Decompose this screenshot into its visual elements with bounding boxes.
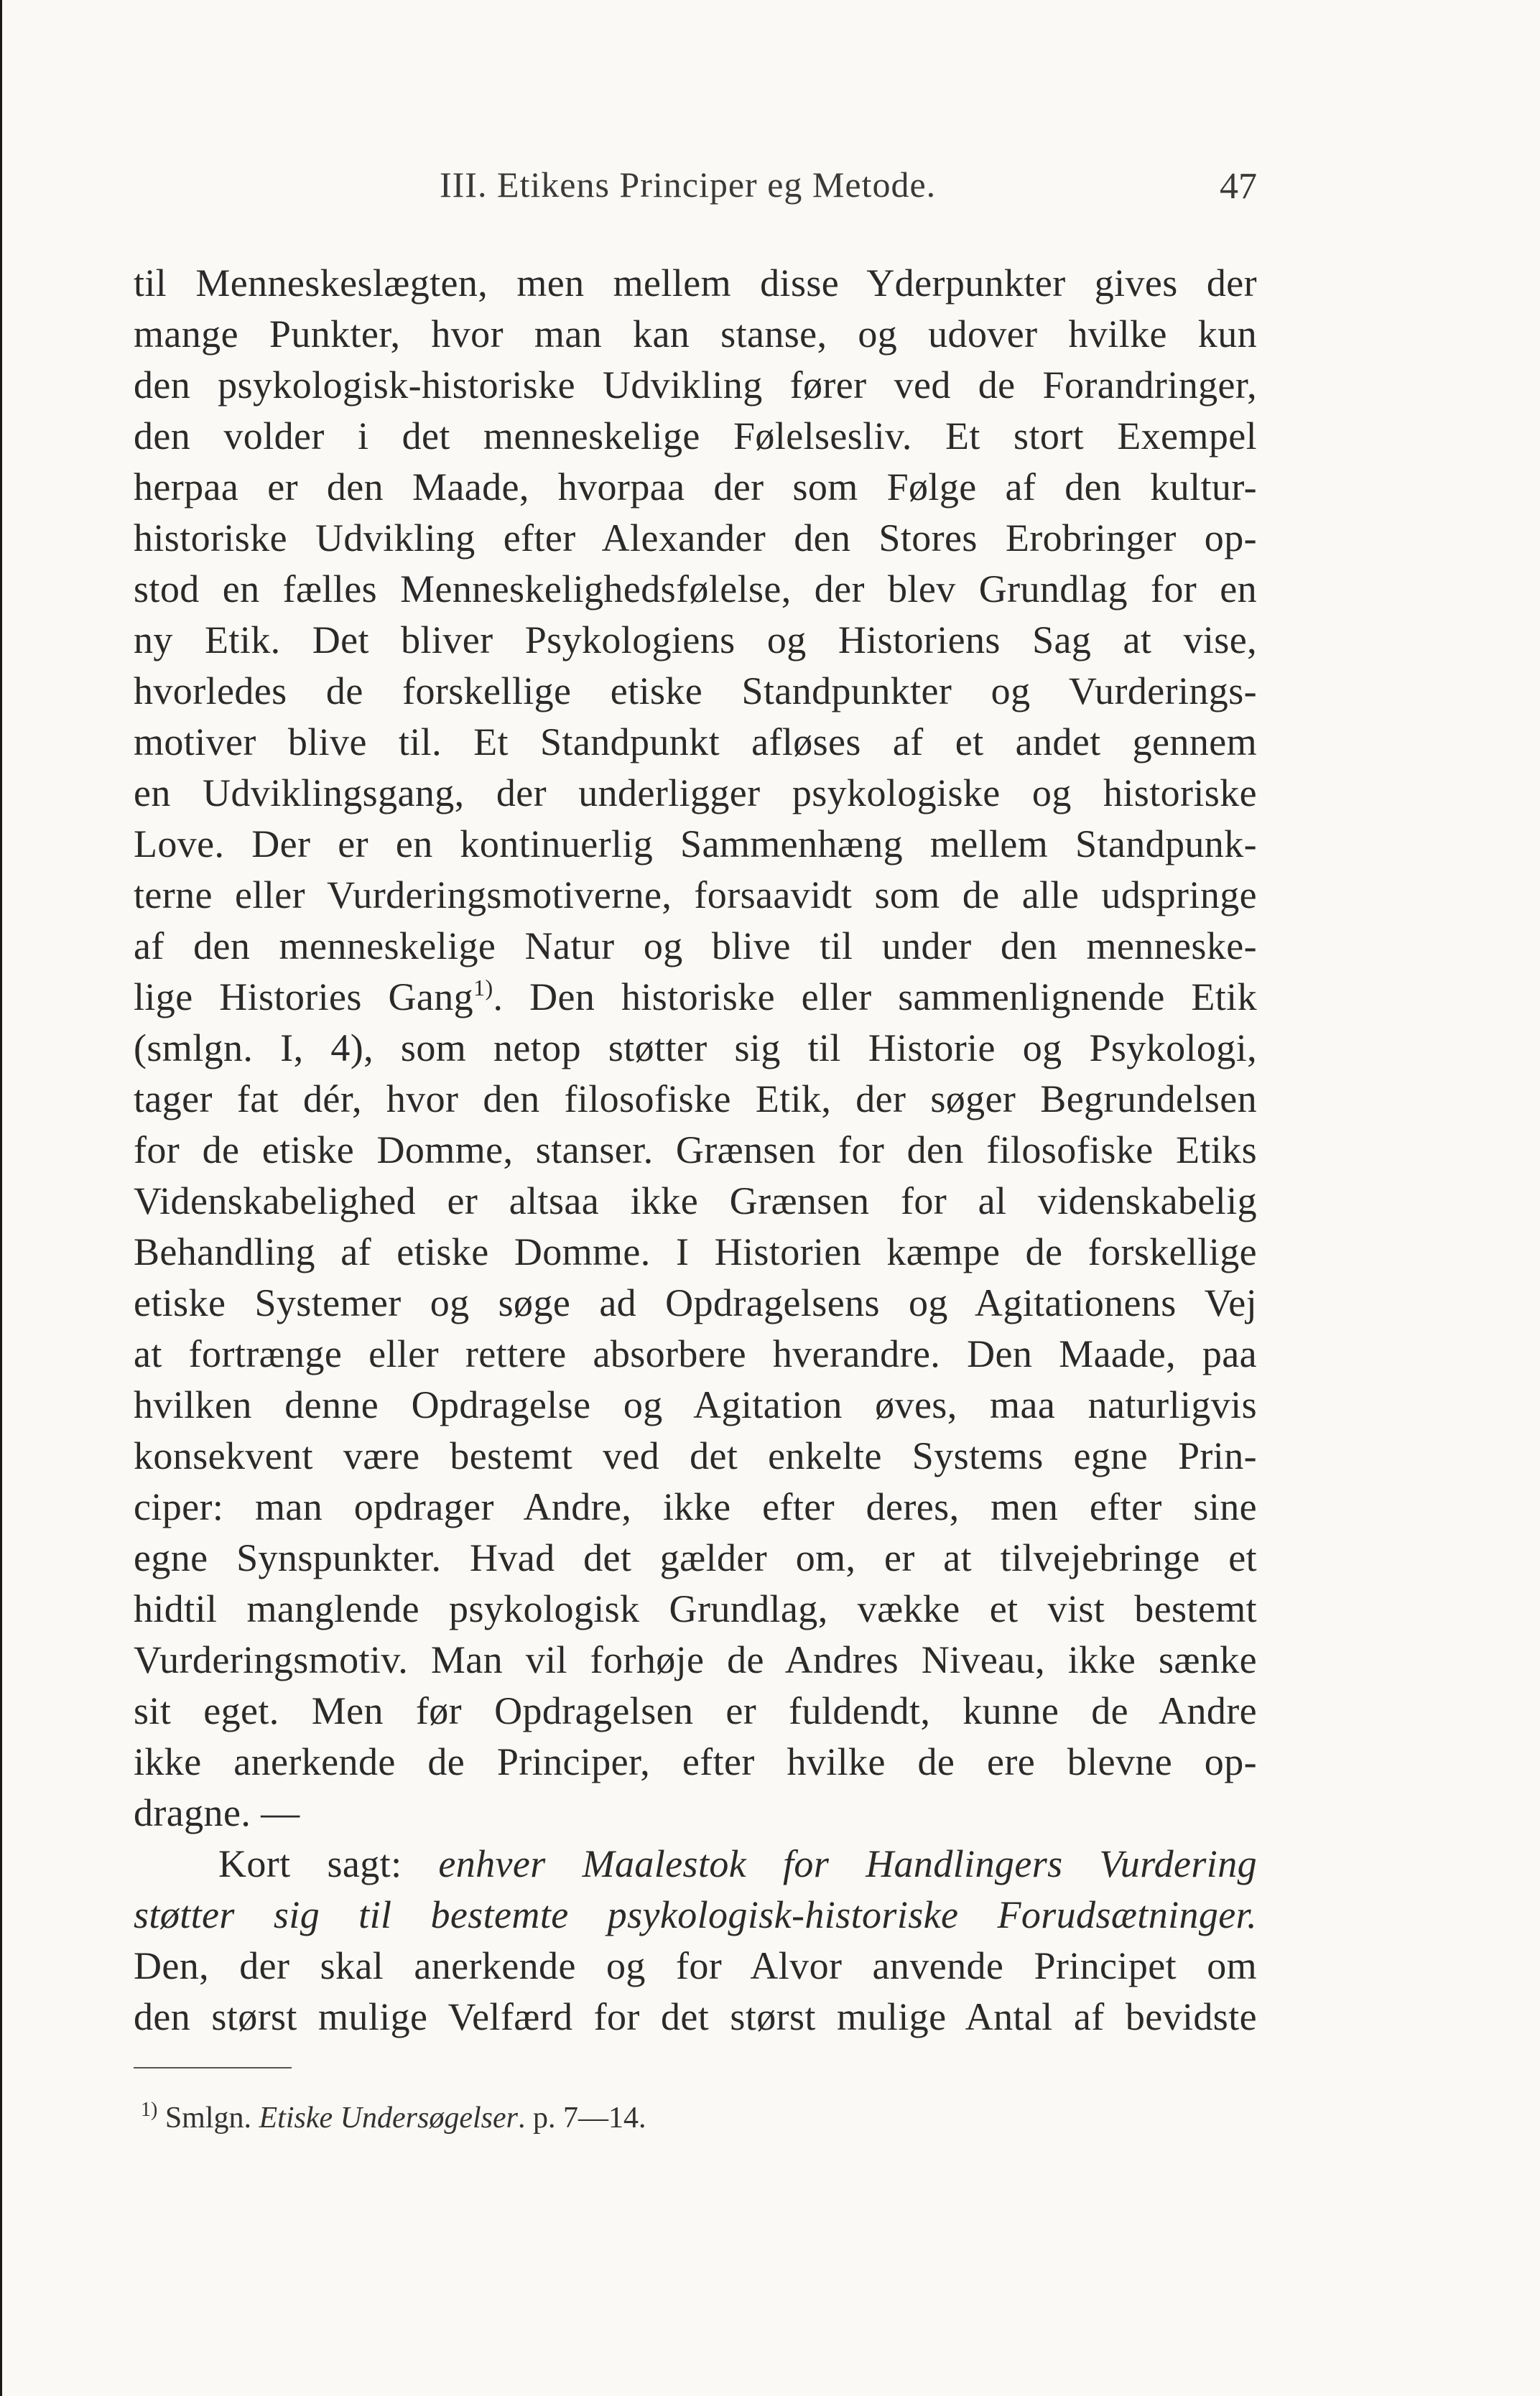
text-line: tager fat dér, hvor den filosofiske Etik, der søger Begrundelsen xyxy=(134,1077,1257,1120)
text-line: at fortrænge eller rettere absorbere hverandre. Den Maade, paa xyxy=(134,1332,1257,1375)
text-line: Behandling af etiske Domme. I Historien kæmpe de forskellige xyxy=(134,1230,1257,1273)
text-segment: Kort sagt: xyxy=(218,1842,439,1885)
text-line: den størst mulige Velfærd for det størst mulige Antal af bevidste xyxy=(134,1995,1257,2038)
text-line-emphasis xyxy=(134,1839,1257,1890)
text-line: den volder i det menneskelige Følelsesliv. Et stort Exempel xyxy=(134,414,1257,458)
text-line: ny Etik. Det bliver Psykologiens og Historiens Sag at vise, xyxy=(134,618,1257,661)
text-line: konsekvent være bestemt ved det enkelte Systems egne Prin- xyxy=(134,1434,1257,1477)
text-line: Videnskabelighed er altsaa ikke Grænsen for al videnskabelig xyxy=(134,1179,1257,1222)
text-line: terne eller Vurderingsmotiverne, forsaavidt som de alle udspringe xyxy=(134,873,1257,916)
text-segment: . Den historiske eller sammenlignende Etik xyxy=(493,975,1257,1018)
text-line-emphasis xyxy=(134,1890,1257,1941)
italic-segment: støtter sig til bestemte psykologisk-historiske Forudsætninger. xyxy=(134,1893,1257,1936)
footnote-lead: Smlgn. xyxy=(157,2102,259,2135)
page-number: 47 xyxy=(1220,166,1257,207)
text-line: mange Punkter, hvor man kan stanse, og udover hvilke kun xyxy=(134,312,1257,356)
text-line: egne Synspunkter. Hvad det gælder om, er at tilvejebringe et xyxy=(134,1536,1257,1579)
text-line: Den, der skal anerkende og for Alvor anvende Principet om xyxy=(134,1944,1257,1987)
footnote-title: Etiske Undersøgelser xyxy=(259,2102,518,2135)
text-line: herpaa er den Maade, hvorpaa der som Følge af den kultur- xyxy=(134,465,1257,509)
text-line: af den menneskelige Natur og blive til under den menneske- xyxy=(134,924,1257,967)
page-header xyxy=(440,164,1257,214)
footnote xyxy=(141,2101,646,2135)
running-title: III. Etikens Principer eg Metode. xyxy=(440,164,937,205)
text-line: hidtil manglende psykologisk Grundlag, vække et vist bestemt xyxy=(134,1587,1257,1630)
text-line: den psykologisk-historiske Udvikling fører ved de Forandringer, xyxy=(134,363,1257,407)
text-line-with-footnote-ref xyxy=(134,972,1257,1023)
text-line: dragne. — xyxy=(134,1791,300,1834)
text-line: en Udviklingsgang, der underligger psykologiske og historiske xyxy=(134,771,1257,814)
text-line: motiver blive til. Et Standpunkt afløses af et andet gennem xyxy=(134,720,1257,763)
text-line: til Menneskeslægten, men mellem disse Yderpunkter gives der xyxy=(134,261,1257,305)
text-line: Vurderingsmotiv. Man vil forhøje de Andres Niveau, ikke sænke xyxy=(134,1638,1257,1681)
footnote-tail: . p. 7—14. xyxy=(517,2102,646,2135)
italic-segment: enhver Maalestok for Handlingers Vurdering xyxy=(438,1842,1258,1885)
text-line: sit eget. Men før Opdragelsen er fuldendt, kunne de Andre xyxy=(134,1689,1257,1732)
text-segment: lige Histories Gang xyxy=(134,975,474,1018)
text-line: Love. Der er en kontinuerlig Sammenhæng mellem Standpunk- xyxy=(134,822,1257,865)
text-line: for de etiske Domme, stanser. Grænsen for den filosofiske Etiks xyxy=(134,1128,1257,1171)
footnote-reference[interactable]: 1) xyxy=(473,975,493,1000)
text-line: hvilken denne Opdragelse og Agitation øves, maa naturligvis xyxy=(134,1383,1257,1426)
footnote-marker: 1) xyxy=(141,2099,158,2121)
page-edge xyxy=(0,0,2,2396)
text-line: (smlgn. I, 4), som netop støtter sig til Historie og Psykologi, xyxy=(134,1026,1257,1069)
text-line: etiske Systemer og søge ad Opdragelsens og Agitationens Vej xyxy=(134,1281,1257,1324)
footnote-divider xyxy=(134,2067,292,2068)
text-line: hvorledes de forskellige etiske Standpunkter og Vurderings- xyxy=(134,669,1257,712)
text-line: ciper: man opdrager Andre, ikke efter deres, men efter sine xyxy=(134,1485,1257,1528)
text-line: historiske Udvikling efter Alexander den Stores Erobringer op- xyxy=(134,516,1257,559)
body-text xyxy=(134,258,1257,2043)
text-line: ikke anerkende de Principer, efter hvilke de ere blevne op- xyxy=(134,1740,1257,1783)
text-line: stod en fælles Menneskelighedsfølelse, der blev Grundlag for en xyxy=(134,567,1257,610)
